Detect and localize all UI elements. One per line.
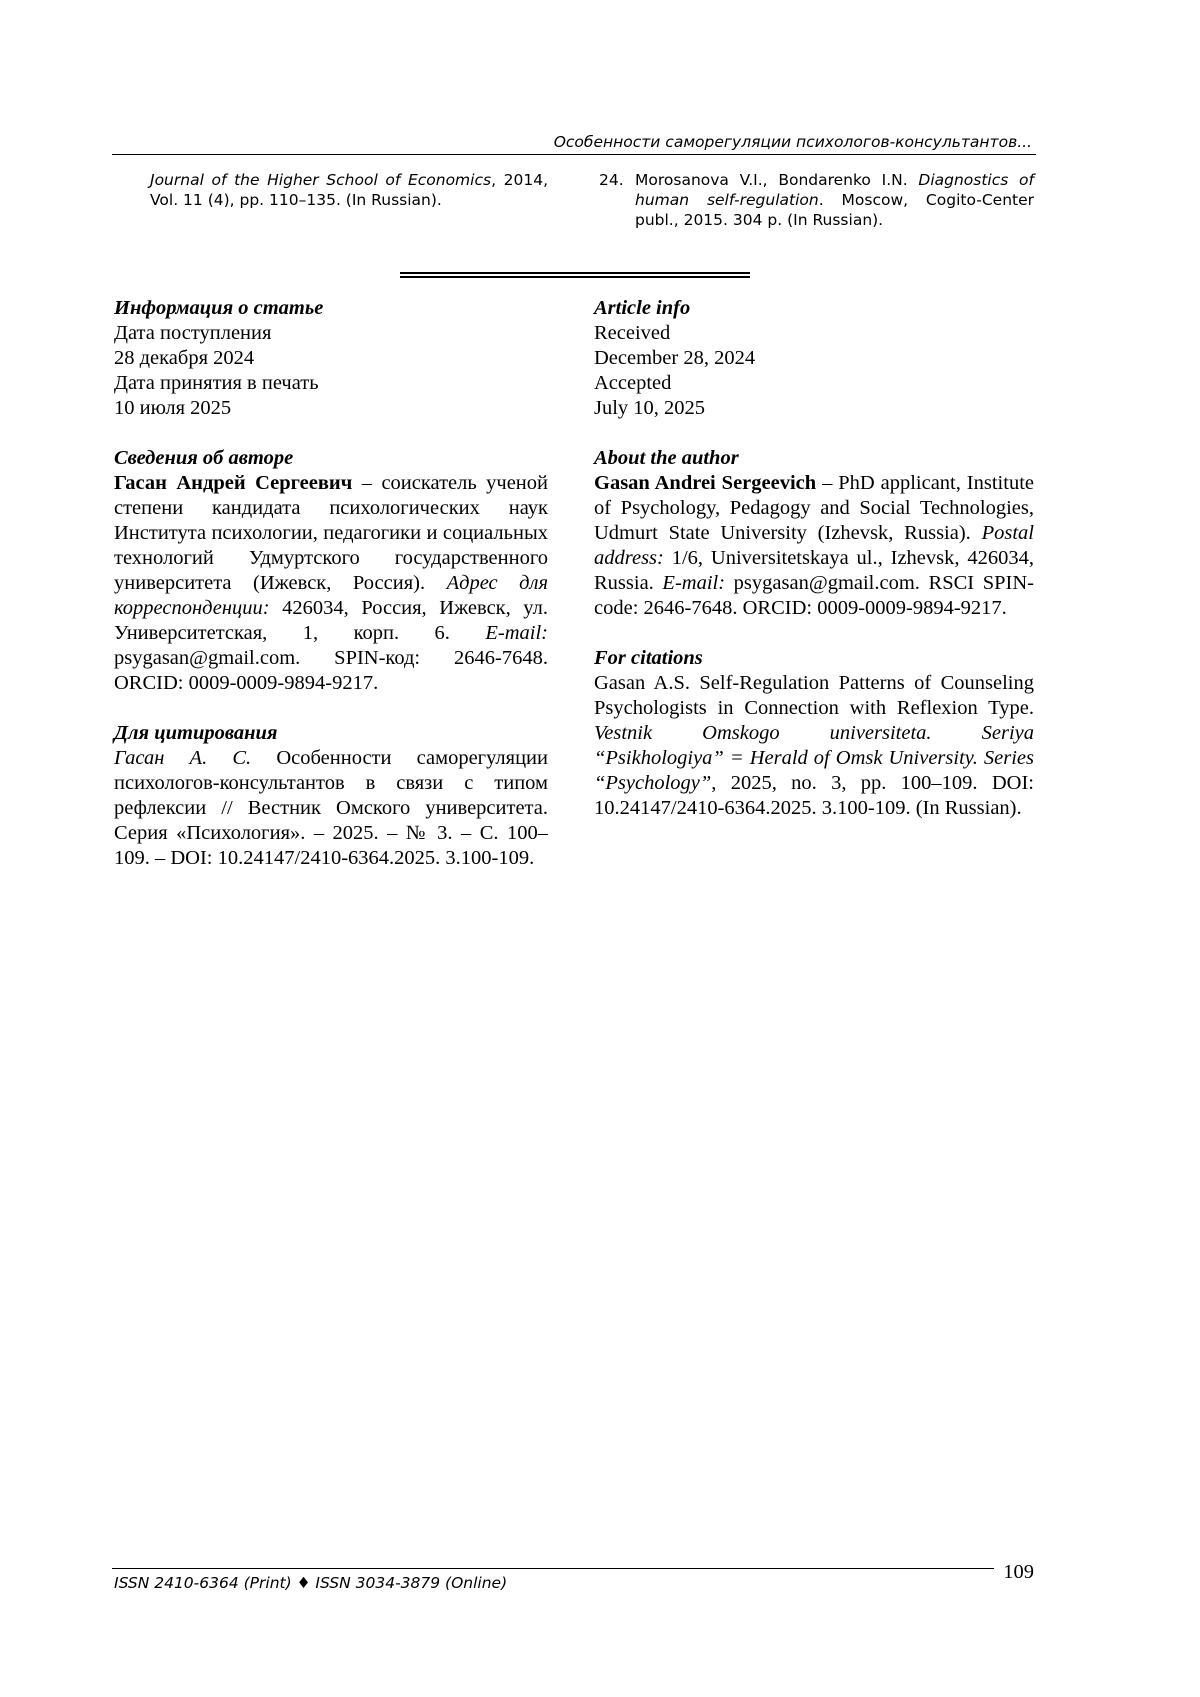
citation-paragraph (594, 671, 1034, 821)
reference-number: 24. (599, 171, 624, 189)
reference-authors: Morosanova V.I., Bondarenko I.N. (635, 171, 908, 189)
footer-rule (112, 1568, 994, 1569)
accepted-label: Дата принятия в печать (114, 372, 319, 394)
author-bio: – PhD applicant, Institute of Psychology, Pedagogy and Social Technologies, Udmurt State University (Izhevsk, Russia). (594, 472, 1034, 544)
reference-continuation (150, 170, 548, 210)
article-info-en (594, 296, 1034, 421)
email-label: E-mail: (485, 622, 548, 644)
russian-column (114, 296, 548, 896)
citation-authors: Гасан А. С. (114, 747, 252, 769)
reference-publisher: . Moscow, Cogito-Center publ., 2015. 304 p. (In Russian). (635, 191, 1034, 229)
article-info-ru (114, 296, 548, 421)
citation-ru (114, 721, 548, 871)
accepted-date: 10 июля 2025 (114, 397, 232, 419)
author-name: Гасан Андрей Сергеевич (114, 472, 353, 494)
accepted-label: Accepted (594, 372, 672, 394)
email-label: E-mail: (662, 572, 726, 594)
author-contacts: psygasan@gmail.com. RSCI SPIN-code: 2646-7648. ORCID: 0009-0009-9894-9217. (594, 572, 1034, 619)
english-column (594, 296, 1034, 846)
header-rule (112, 154, 1036, 155)
received-date: 28 декабря 2024 (114, 347, 255, 369)
author-paragraph (594, 471, 1034, 621)
author-info-en (594, 446, 1034, 621)
reference-title: Diagnostics of human self-regulation (635, 171, 1034, 209)
author-bio: – соискатель ученой степени кандидата психологических наук Института психологии, педагогики и социальных технологий Удмуртского государственного университета (Ижевск, Россия). (114, 472, 548, 594)
author-name: Gasan Andrei Sergeevich (594, 472, 817, 494)
citation-paragraph (114, 746, 548, 871)
author-address: 1/6, Universitetskaya ul., Izhevsk, 426034, Russia. (594, 547, 1034, 594)
address-label: Адрес для корреспонденции: (114, 572, 548, 619)
reference-item-24 (599, 170, 1034, 230)
section-title: Для цитирования (114, 722, 278, 744)
footer-issn: ISSN 2410-6364 (Print) ♦ ISSN 3034-3879 (Online) (114, 1574, 508, 1592)
section-title: Информация о статье (114, 297, 324, 319)
section-title: For citations (594, 647, 703, 669)
accepted-date: July 10, 2025 (594, 397, 706, 419)
running-title: Особенности саморегуляции психологов-консультантов... (553, 133, 1032, 151)
citation-en (594, 646, 1034, 821)
section-separator (400, 272, 750, 278)
section-title: Сведения об авторе (114, 447, 294, 469)
author-info-ru (114, 446, 548, 696)
page-number: 109 (1003, 1561, 1034, 1583)
author-contacts: psygasan@gmail.com. SPIN-код: 2646-7648. ORCID: 0009-0009-9894-9217. (114, 647, 548, 694)
citation-journal: Vestnik Omskogo universiteta. Seriya “Psikhologiya” = Herald of Omsk University. Series “Psychology” (594, 722, 1034, 794)
citation-text: Gasan A.S. Self-Regulation Patterns of Counseling Psychologists in Connection with Reflexion Type. (594, 672, 1034, 719)
citation-text: Особенности саморегуляции психологов-консультантов в связи с типом рефлексии // Вестник Омского университета. Серия «Психология». – 2025. – № 3. – С. 100–109. – DOI: 10.24147/2410-6364.2025. 3.100-109. (114, 747, 548, 869)
citation-details: , 2025, no. 3, pp. 100–109. DOI: 10.24147/2410-6364.2025. 3.100-109. (In Russian). (594, 772, 1034, 819)
section-title: About the author (594, 447, 739, 469)
reference-journal: Journal of the Higher School of Economics (150, 171, 492, 189)
author-address: 426034, Россия, Ижевск, ул. Университетская, 1, корп. 6. (114, 597, 548, 644)
section-title: Article info (594, 297, 691, 319)
received-date: December 28, 2024 (594, 347, 756, 369)
received-label: Received (594, 322, 671, 344)
address-label: Postal address: (594, 522, 1034, 569)
author-paragraph (114, 471, 548, 696)
received-label: Дата поступления (114, 322, 272, 344)
reference-body (635, 170, 1034, 230)
reference-details: , 2014, Vol. 11 (4), pp. 110–135. (In Russian). (150, 171, 548, 209)
